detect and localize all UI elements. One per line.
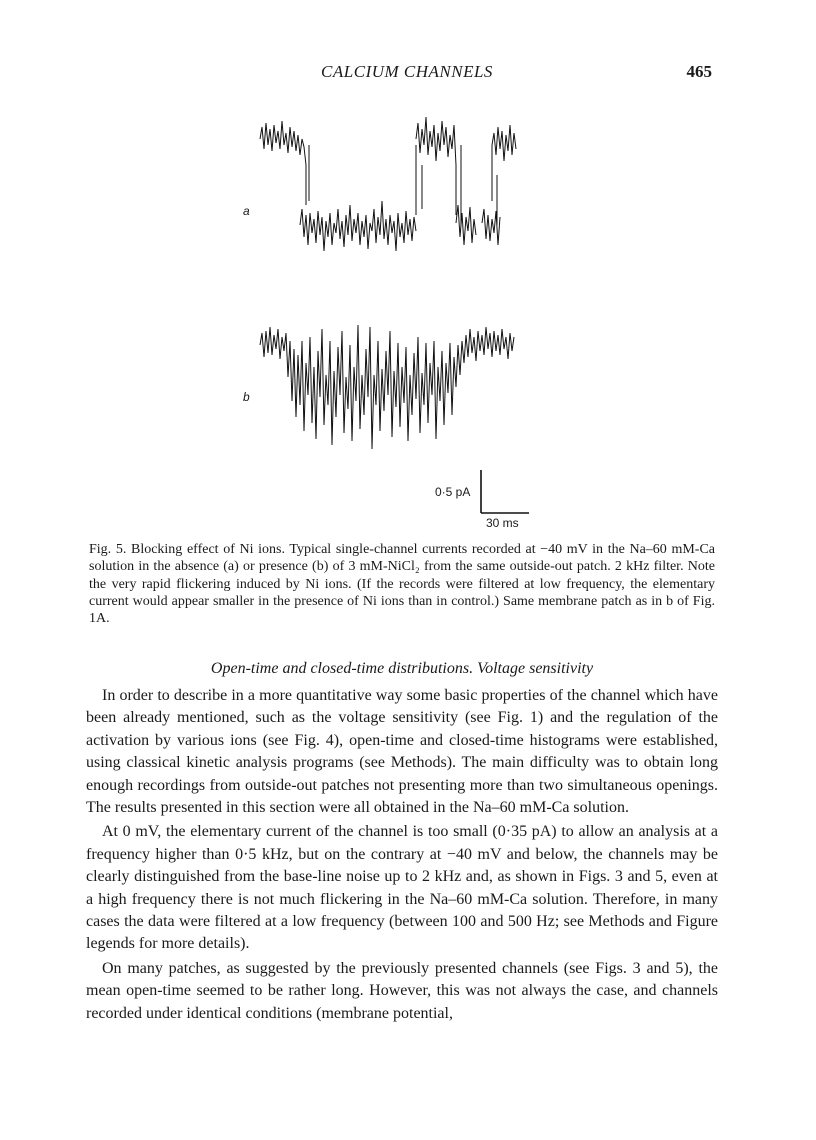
trace-a-closed-2 (416, 117, 456, 165)
scale-time-label: 30 ms (486, 516, 519, 530)
scale-current-label: 0·5 pA (435, 485, 471, 499)
trace-a-closed-3 (492, 125, 516, 161)
paragraph: At 0 mV, the elementary current of the channel is too small (0·35 pA) to allow an analysis at a frequency higher than 0·5 kHz, but on the contrary at −40 mV and below, the channels may be clearly distinguished from the base-line noise up to 2 kHz and, as shown in Figs. 3 and 5, even at a high frequency there is not much flickering in the Na–60 mM-Ca solution. Therefore, in many cases the data were filtered at a low frequency (between 100 and 500 Hz; see Methods and Figure legends for more details). (86, 823, 718, 953)
figure-caption: Fig. 5. Blocking effect of Ni ions. Typical single-channel currents recorded at −40 mV in the Na–60 mM-Ca solution in the absence (a) or presence (b) of 3 mM-NiCl₂ from the same outside-out patch. 2 kHz filter. Note the very rapid flickering induced by Ni ions. (If the records were filtered at low frequency, the elementary current would appear smaller in the presence of Ni ions than in control.) Same membrane patch as in b of Fig. 1A. (89, 542, 715, 627)
current-traces-plot (230, 105, 550, 535)
panel-b-label: b (243, 390, 250, 404)
running-title: CALCIUM CHANNELS (321, 62, 493, 81)
page-header (0, 62, 816, 86)
trace-b (260, 325, 514, 449)
section-heading: Open-time and closed-time distributions. Voltage sensitivity (210, 660, 594, 677)
trace-a-open-1 (300, 201, 416, 251)
figure-5 (230, 105, 550, 535)
trace-a-closed-1 (260, 121, 306, 165)
panel-a-label: a (243, 204, 250, 218)
page-number: 465 (686, 62, 712, 81)
body-text (86, 685, 718, 1025)
paragraph: In order to describe in a more quantitative way some basic properties of the channel which have been already mentioned, such as the voltage sensitivity (see Fig. 1) and the regulation of the activation by various ions (see Fig. 4), open-time and closed-time histograms were established, using classical kinetic analysis programs (see Methods). The main difficulty was to obtain long enough recordings from outside-out patches not presenting more than two simultaneous openings. The results presented in this section were all obtained in the Na–60 mM-Ca solution. (86, 687, 718, 817)
trace-a-open-2 (456, 205, 476, 245)
paragraph: On many patches, as suggested by the previously presented channels (see Figs. 3 and 5), the mean open-time seemed to be rather long. However, this was not always the case, and channels recorded under identical conditions (membrane potential, (86, 959, 718, 1022)
trace-a-transitions (306, 145, 497, 225)
